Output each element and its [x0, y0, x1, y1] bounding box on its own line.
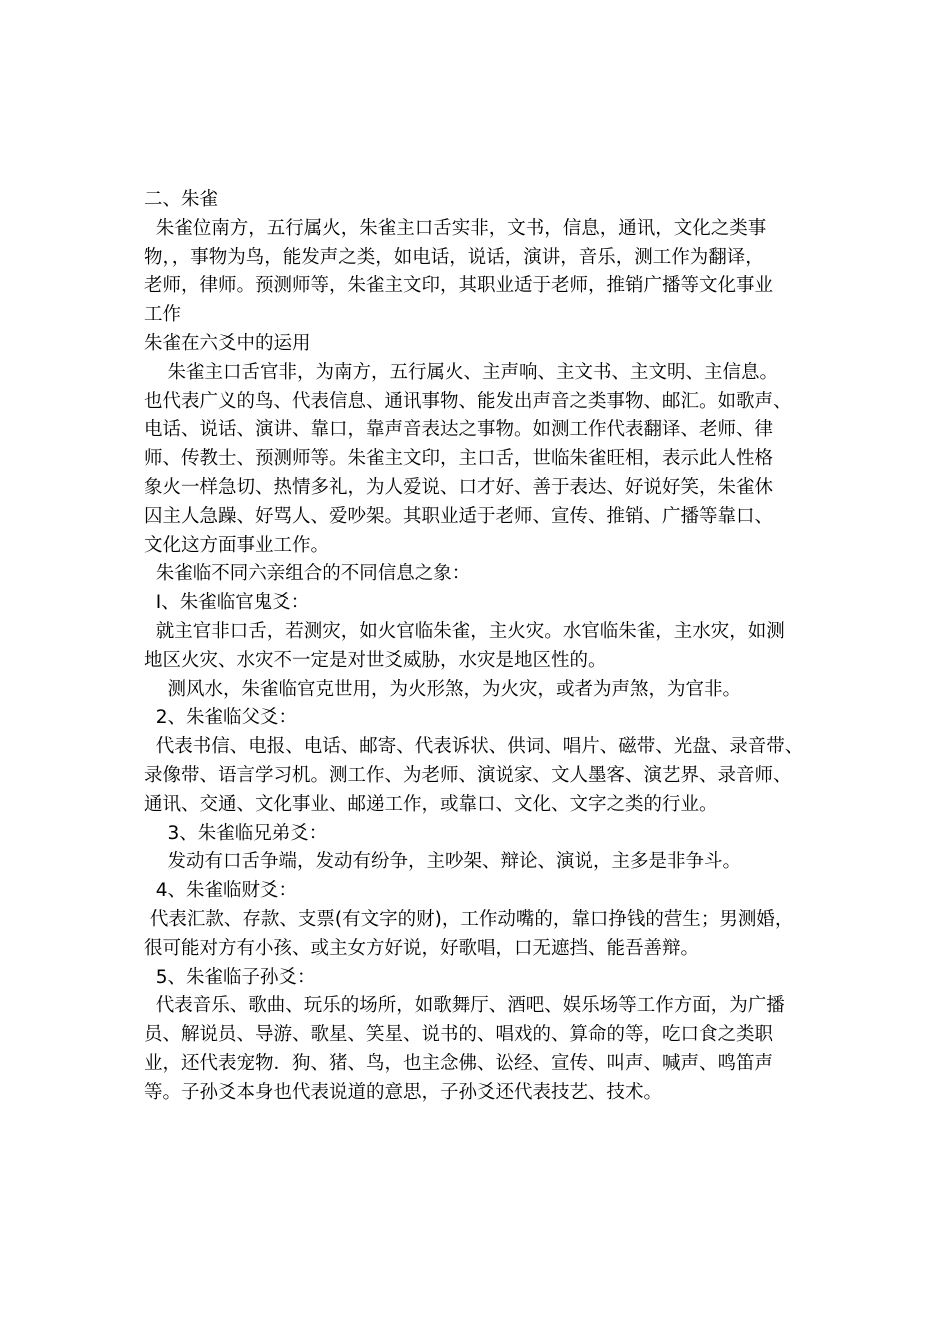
section-heading: 二、朱雀: [144, 189, 219, 210]
text-line: 囚主人急躁、好骂人、爱吵架。其职业适于老师、宣传、推销、广播等靠口、: [144, 505, 774, 527]
text-line: 电话、说话、演讲、靠口，靠声音表达之事物。如测工作代表翻译、老师、律: [144, 419, 774, 441]
text-line: 象火一样急切、热情多礼，为人爱说、口才好、善于表达、好说好笑，朱雀休: [144, 476, 774, 498]
text-line: 工作: [144, 304, 182, 326]
text-line: 代表书信、电报、电话、邮寄、代表诉状、供词、唱片、磁带、光盘、录音带、: [144, 736, 804, 758]
text-line: 朱雀位南方，五行属火，朱雀主口舌实非，文书，信息，通讯，文化之类事: [144, 217, 767, 239]
text-line: 员、解说员、导游、歌星、笑星、说书的、唱戏的、算命的等，吃口食之类职: [144, 1024, 774, 1046]
subsection-heading: 朱雀在六爻中的运用: [144, 332, 311, 354]
text-line: 发动有口舌争端，发动有纷争，主吵架、辩论、演说，主多是非争斗。: [144, 851, 742, 873]
text-line: 等。子孙爻本身也代表说道的意思，子孙爻还代表技艺、技术。: [144, 1081, 663, 1103]
item-heading-guan-gui: I、朱雀临官鬼爻：: [144, 592, 310, 614]
item-heading-zi-sun: 5、朱雀临子孙爻：: [144, 966, 316, 988]
text-line: 老师，律师。预测师等，朱雀主文印，其职业适于老师，推销广播等文化事业: [144, 275, 774, 297]
item-heading-fu: 2、朱雀临父爻：: [144, 707, 298, 729]
text-line: 地区火灾、水灾不一定是对世爻威胁，水灾是地区性的。: [144, 649, 607, 671]
text-line: 朱雀临不同六亲组合的不同信息之象：: [144, 563, 471, 585]
item-heading-cai: 4、朱雀临财爻：: [144, 880, 298, 902]
text-line: 业，还代表宠物．狗、猪、鸟，也主念佛、讼经、宣传、叫声、喊声、鸣笛声: [144, 1052, 774, 1074]
text-line: 通讯、交通、文化事业、邮递工作，或靠口、文化、文字之类的行业。: [144, 793, 718, 815]
text-line: 录像带、语言学习机。测工作、为老师、演说家、文人墨客、演艺界、录音师、: [144, 764, 792, 786]
text-line: 朱雀主口舌官非，为南方，五行属火、主声响、主文书、主文明、主信息。: [144, 361, 779, 383]
text-line: 文化这方面事业工作。: [144, 534, 330, 556]
text-line: 代表汇款、存款、支票(有文字的财)，工作动嘴的，靠口挣钱的营生；男测婚，: [144, 908, 794, 930]
text-line: 就主官非口舌，若测灾，如火官临朱雀，主火灾。水官临朱雀，主水灾，如测: [144, 620, 785, 642]
text-line: 测风水，朱雀临官克世用，为火形煞，为火灾，或者为声煞，为官非。: [144, 678, 742, 700]
text-line: 师、传教士、预测师等。朱雀主文印，主口舌，世临朱雀旺相，表示此人性格: [144, 448, 774, 470]
text-line: 代表音乐、歌曲、玩乐的场所，如歌舞厅、酒吧、娱乐场等工作方面，为广播: [144, 995, 785, 1017]
text-line: 很可能对方有小孩、或主女方好说，好歌唱，口无遮挡、能吾善辩。: [144, 937, 700, 959]
document-body: [144, 186, 824, 1108]
text-line: 物，，事物为鸟，能发声之类，如电话，说话，演讲，音乐，测工作为翻译，: [144, 246, 764, 268]
text-line: 也代表广义的鸟、代表信息、通讯事物、能发出声音之类事物、邮汇。如歌声、: [144, 390, 792, 412]
item-heading-xiong-di: 3、朱雀临兄弟爻：: [144, 822, 328, 844]
